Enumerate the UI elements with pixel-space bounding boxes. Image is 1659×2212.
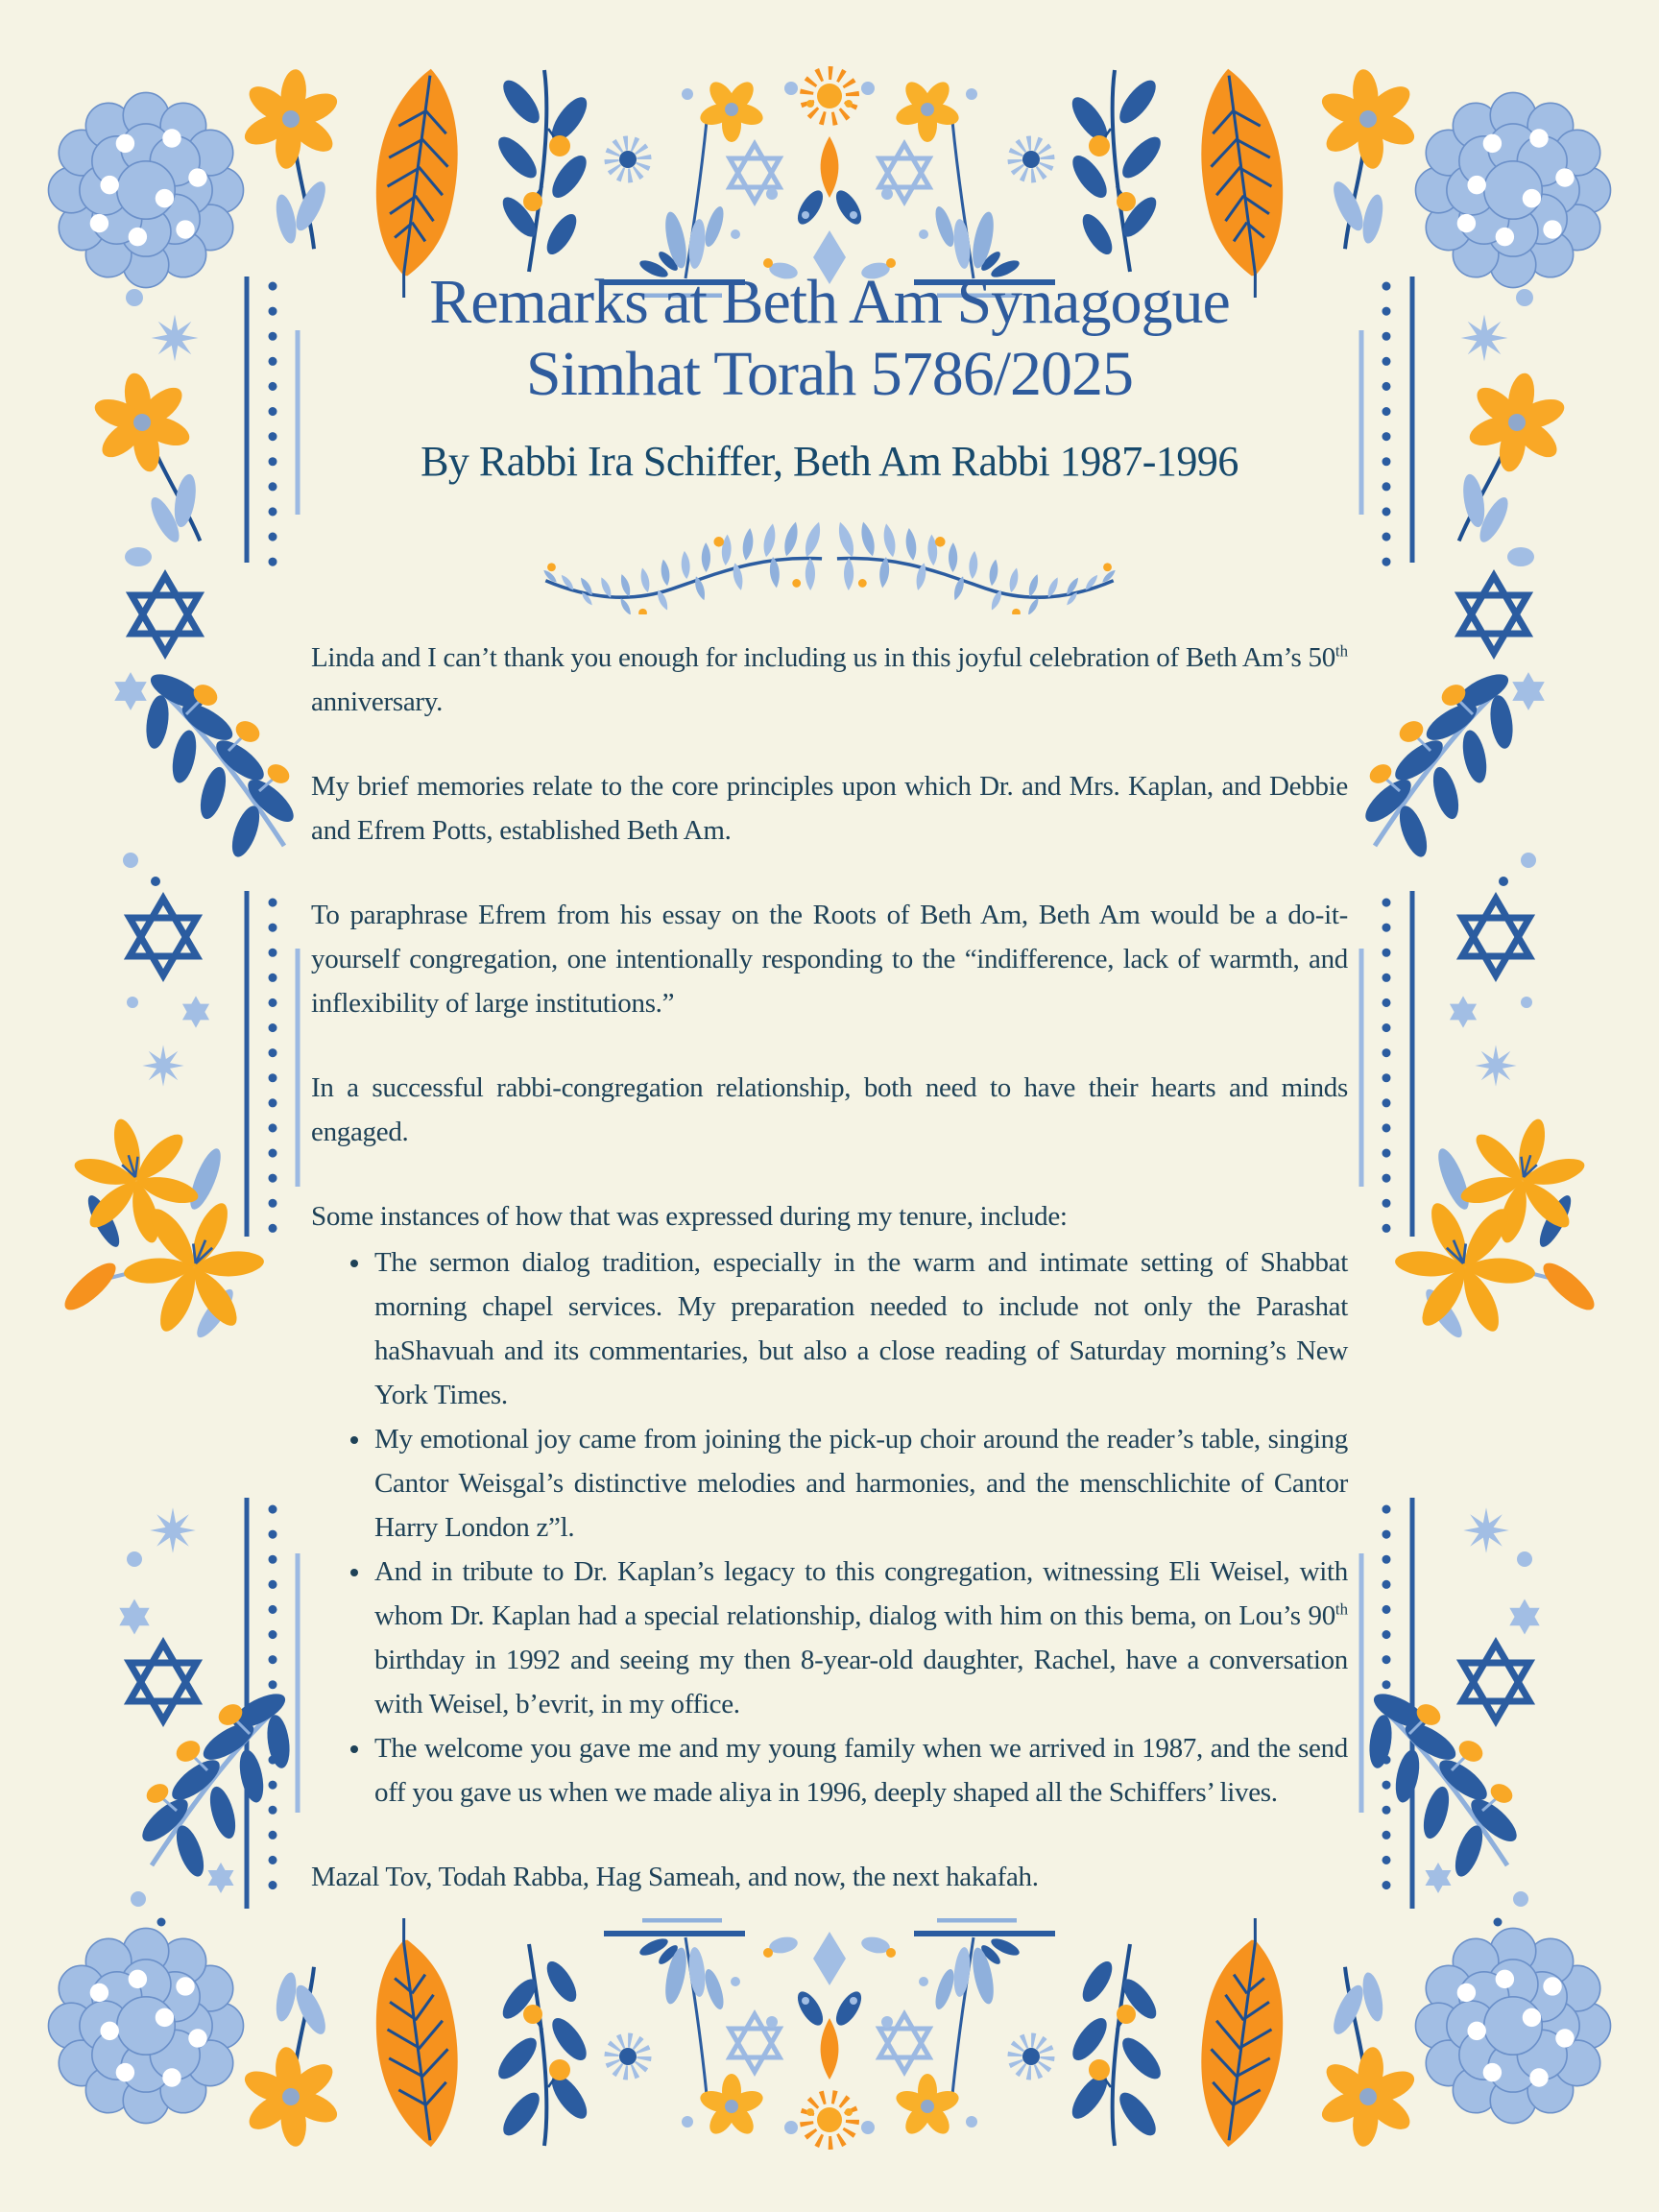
text-run: The welcome you gave me and my young family when we arrived in 1987, and the send off you gave us when we made aliya in 1996, deeply shaped all the Schiffers’ lives.: [374, 1733, 1348, 1809]
title-line-1: Remarks at Beth Am Synagogue: [429, 267, 1230, 337]
bottom-floral-border: [0, 1918, 1659, 2177]
bullet-item: [373, 1417, 1348, 1550]
text-run: Mazal Tov, Todah Rabba, Hag Sameah, and now, the next hakafah.: [311, 1862, 1039, 1893]
floral-band-icon: [48, 64, 1610, 298]
text-run: My emotional joy came from joining the pick-up choir around the reader’s table, singing Cantor Weisgal’s distinctive melodies and harmonies, and the menschlichite of Cantor Harry London z”l.: [374, 1424, 1348, 1544]
text-run: And in tribute to Dr. Kaplan’s legacy to this congregation, witnessing Eli Weisel, with whom Dr. Kaplan had a special relationship, dialog with him on this bema, on Lou’s 90: [374, 1556, 1348, 1632]
bullet-item: [373, 1550, 1348, 1726]
paragraph: [311, 1066, 1348, 1154]
paragraph: [311, 1855, 1348, 1899]
text-run: The sermon dialog tradition, especially in the warm and intimate setting of Shabbat morning chapel services. My preparation needed to include not only the Parashat haShavuah and its commentaries, but also a close reading of Saturday morning’s New York Times.: [374, 1247, 1348, 1411]
text-run: In a successful rabbi-congregation relationship, both need to have their hearts and minds engaged.: [311, 1072, 1348, 1148]
paragraph: [311, 764, 1348, 853]
paragraph: [311, 636, 1348, 724]
right-floral-border: [1302, 276, 1609, 1937]
superscript: th: [1334, 641, 1348, 661]
bullet-item: [373, 1726, 1348, 1815]
text-run: Some instances of how that was expressed during my tenure, include:: [311, 1201, 1068, 1233]
byline: By Rabbi Ira Schiffer, Beth Am Rabbi 1987-1996: [421, 438, 1238, 486]
paragraph: [311, 1194, 1348, 1238]
paragraph: [311, 893, 1348, 1025]
title-line-2: Simhat Torah 5786/2025: [525, 338, 1134, 409]
page-title: [311, 267, 1348, 410]
text-run: birthday in 1992 and seeing my then 8-year-old daughter, Rachel, have a conversation with Weisel, b’evrit, in my office.: [374, 1645, 1348, 1720]
text-run: To paraphrase Efrem from his essay on the Roots of Beth Am, Beth Am would be a do-it-yourself congregation, one intentionally responding to the “indifference, lack of warmth, and inflexibility of large institutions.”: [311, 900, 1348, 1020]
laurel-divider-icon: [498, 509, 1161, 614]
side-ornaments-icon: [59, 276, 301, 1927]
document-body: [311, 636, 1348, 1899]
text-run: Linda and I can’t thank you enough for including us in this joyful celebration of Beth Am’s 50: [311, 642, 1335, 674]
text-run: My brief memories relate to the core principles upon which Dr. and Mrs. Kaplan, and Debbie and Efrem Potts, established Beth Am.: [311, 771, 1348, 847]
document: [311, 267, 1348, 1939]
side-ornaments-icon: [1359, 276, 1601, 1927]
top-floral-border: [0, 38, 1659, 298]
superscript: th: [1334, 1599, 1348, 1619]
text-run: anniversary.: [311, 686, 444, 718]
bullet-item: [373, 1240, 1348, 1417]
bullet-list: [311, 1240, 1348, 1815]
floral-band-icon: [48, 1918, 1610, 2152]
